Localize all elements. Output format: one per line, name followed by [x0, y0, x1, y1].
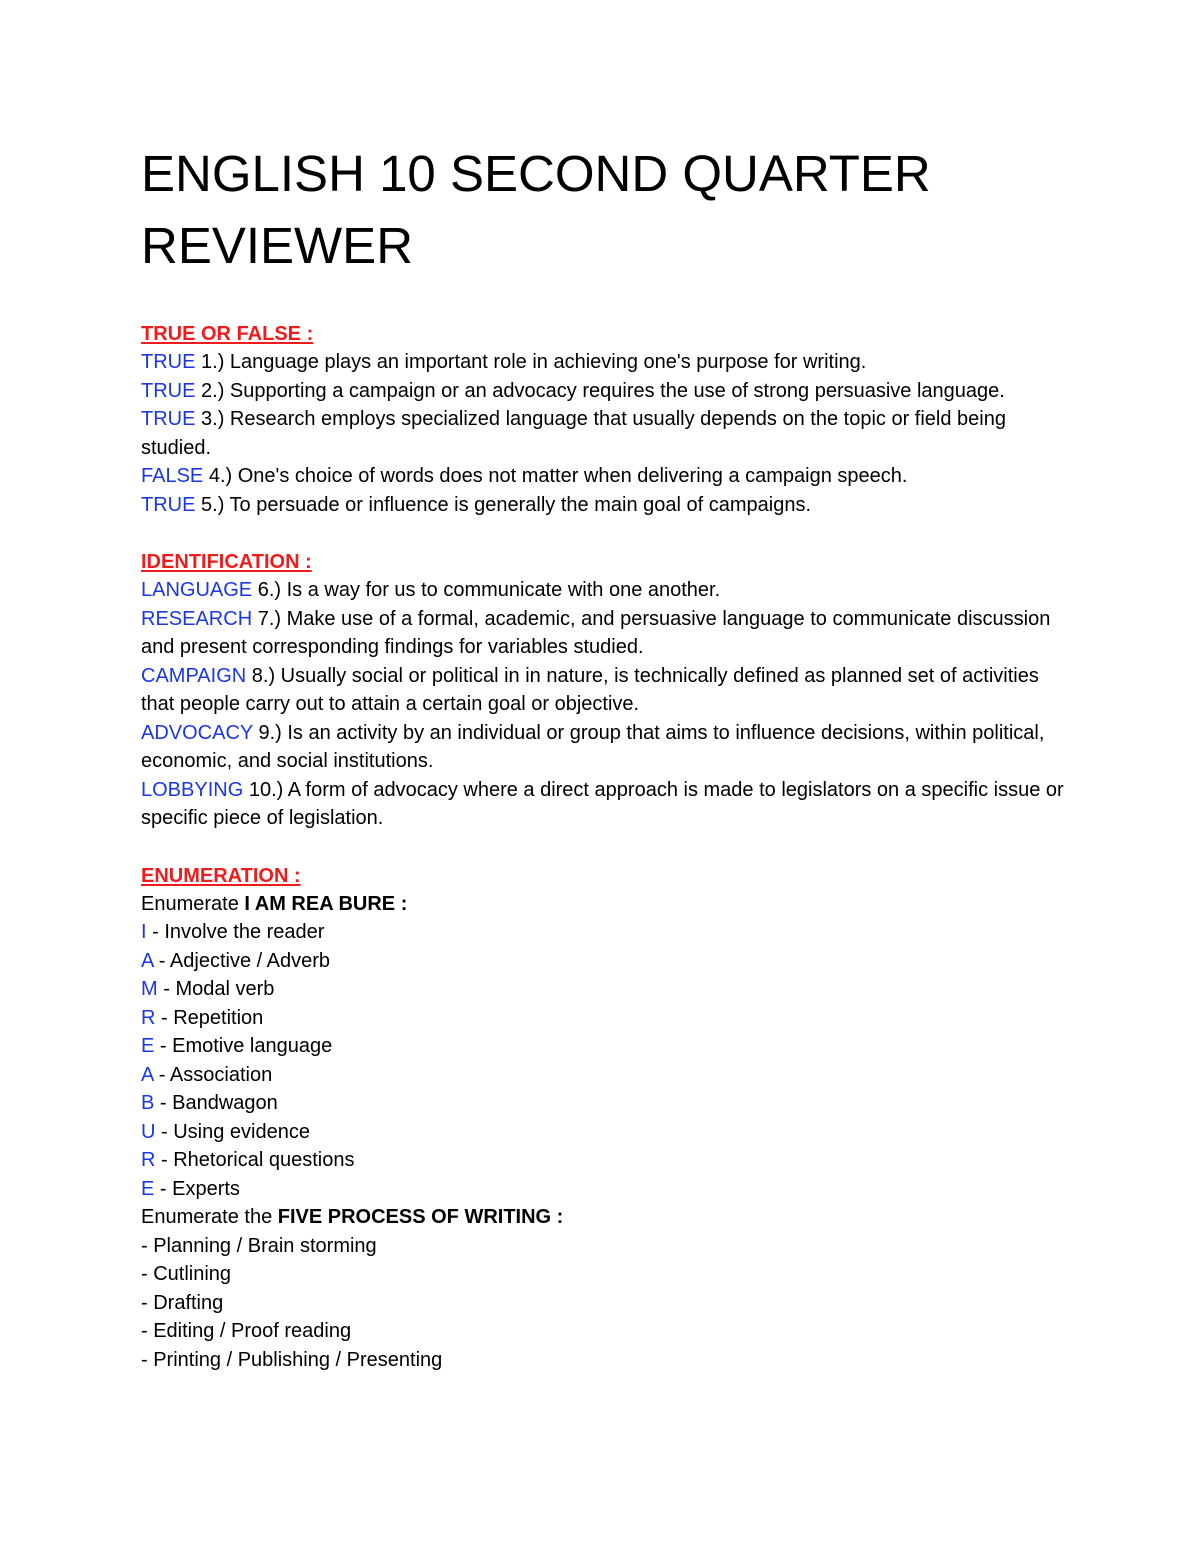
acronym-text: - Repetition [155, 1006, 264, 1029]
acronym-text: - Using evidence [155, 1120, 310, 1143]
prompt-prefix: Enumerate the [141, 1206, 278, 1228]
item-text: 8.) Usually social or political in in nature, is technically defined as planned set of activities that people carry out to attain a certain goal or objective. [141, 664, 1039, 715]
acronym-text: - Emotive language [154, 1035, 333, 1057]
enumeration-prompt-acronym [141, 890, 1071, 919]
process-item: - Editing / Proof reading [141, 1320, 352, 1342]
process-item: - Printing / Publishing / Presenting [141, 1348, 443, 1371]
acronym-text: - Adjective / Adverb [153, 949, 331, 972]
acronym-item [141, 947, 1071, 976]
acronym-letter: A [141, 949, 154, 972]
acronym-text: - Experts [154, 1177, 240, 1200]
enumeration-section [141, 862, 1071, 1375]
identification-item [141, 576, 1071, 605]
acronym-item [141, 1175, 1071, 1204]
item-text: 2.) Supporting a campaign or an advocacy requires the use of strong persuasive language. [195, 379, 1005, 402]
item-text: 9.) Is an activity by an individual or group that aims to influence decisions, within political, economic, and social institutions. [141, 721, 1045, 772]
item-answer: CAMPAIGN [141, 664, 247, 687]
item-text: 10.) A form of advocacy where a direct approach is made to legislators on a specific issue or specific piece of legislation. [141, 778, 1064, 829]
true-false-item [141, 491, 1071, 520]
item-text: 3.) Research employs specialized language that usually depends on the topic or field being studied. [141, 408, 1006, 459]
document-page [141, 138, 1071, 1374]
acronym-letter: A [141, 1063, 154, 1086]
true-false-section [141, 320, 1071, 519]
acronym-letter: E [141, 1177, 155, 1200]
true-false-item [141, 348, 1071, 377]
prompt-prefix: Enumerate [141, 892, 245, 915]
true-false-item [141, 405, 1071, 462]
item-text: 6.) Is a way for us to communicate with one another. [252, 579, 721, 601]
item-answer: FALSE [141, 465, 204, 487]
document-title [141, 138, 1071, 282]
item-answer: TRUE [141, 408, 196, 430]
acronym-letter: U [141, 1120, 156, 1143]
acronym-letter: I [141, 921, 147, 943]
item-answer: TRUE [141, 351, 196, 373]
prompt-bold: FIVE PROCESS OF WRITING : [277, 1206, 564, 1228]
acronym-letter: E [141, 1035, 155, 1057]
prompt-bold: I AM REA BURE : [244, 892, 408, 915]
acronym-text: - Rhetorical questions [155, 1149, 355, 1171]
acronym-item [141, 1089, 1071, 1118]
acronym-item [141, 1061, 1071, 1090]
item-answer: ADVOCACY [141, 721, 253, 744]
acronym-letter: R [141, 1006, 156, 1029]
process-item: - Cutlining [141, 1263, 232, 1285]
true-false-item [141, 462, 1071, 491]
item-answer: RESEARCH [141, 607, 253, 630]
item-answer: TRUE [141, 379, 196, 402]
item-text: 1.) Language plays an important role in achieving one's purpose for writing. [195, 351, 867, 373]
acronym-item [141, 1004, 1071, 1033]
process-item: - Drafting [141, 1291, 224, 1314]
true-false-item [141, 377, 1071, 406]
enumeration-prompt-process [141, 1203, 1071, 1232]
acronym-item [141, 1146, 1071, 1175]
enumeration-heading: ENUMERATION : [141, 864, 301, 887]
item-text: 4.) One's choice of words does not matter when delivering a campaign speech. [203, 465, 908, 487]
acronym-text: - Involve the reader [146, 921, 325, 943]
acronym-text: - Bandwagon [154, 1092, 278, 1114]
acronym-letter: R [141, 1149, 156, 1171]
identification-item [141, 605, 1071, 662]
title-line-2: REVIEWER [141, 217, 414, 274]
identification-heading: IDENTIFICATION : [141, 551, 312, 573]
item-answer: LANGUAGE [141, 579, 253, 601]
identification-item [141, 662, 1071, 719]
item-answer: TRUE [141, 493, 196, 516]
identification-item [141, 719, 1071, 776]
acronym-item [141, 1118, 1071, 1147]
acronym-item [141, 1032, 1071, 1061]
acronym-item [141, 975, 1071, 1004]
identification-item [141, 776, 1071, 833]
title-line-1: ENGLISH 10 SECOND QUARTER [141, 145, 931, 202]
acronym-text: - Modal verb [157, 978, 275, 1000]
item-answer: LOBBYING [141, 778, 244, 801]
identification-section [141, 548, 1071, 833]
acronym-text: - Association [153, 1063, 273, 1086]
true-false-heading: TRUE OR FALSE : [141, 323, 314, 345]
process-item: - Planning / Brain storming [141, 1234, 377, 1257]
item-text: 7.) Make use of a formal, academic, and persuasive language to communicate discussion and present corresponding findings for variables studied. [141, 607, 1051, 658]
item-text: 5.) To persuade or influence is generally the main goal of campaigns. [195, 493, 811, 516]
acronym-letter: M [141, 978, 158, 1000]
acronym-item [141, 918, 1071, 947]
acronym-letter: B [141, 1092, 155, 1114]
